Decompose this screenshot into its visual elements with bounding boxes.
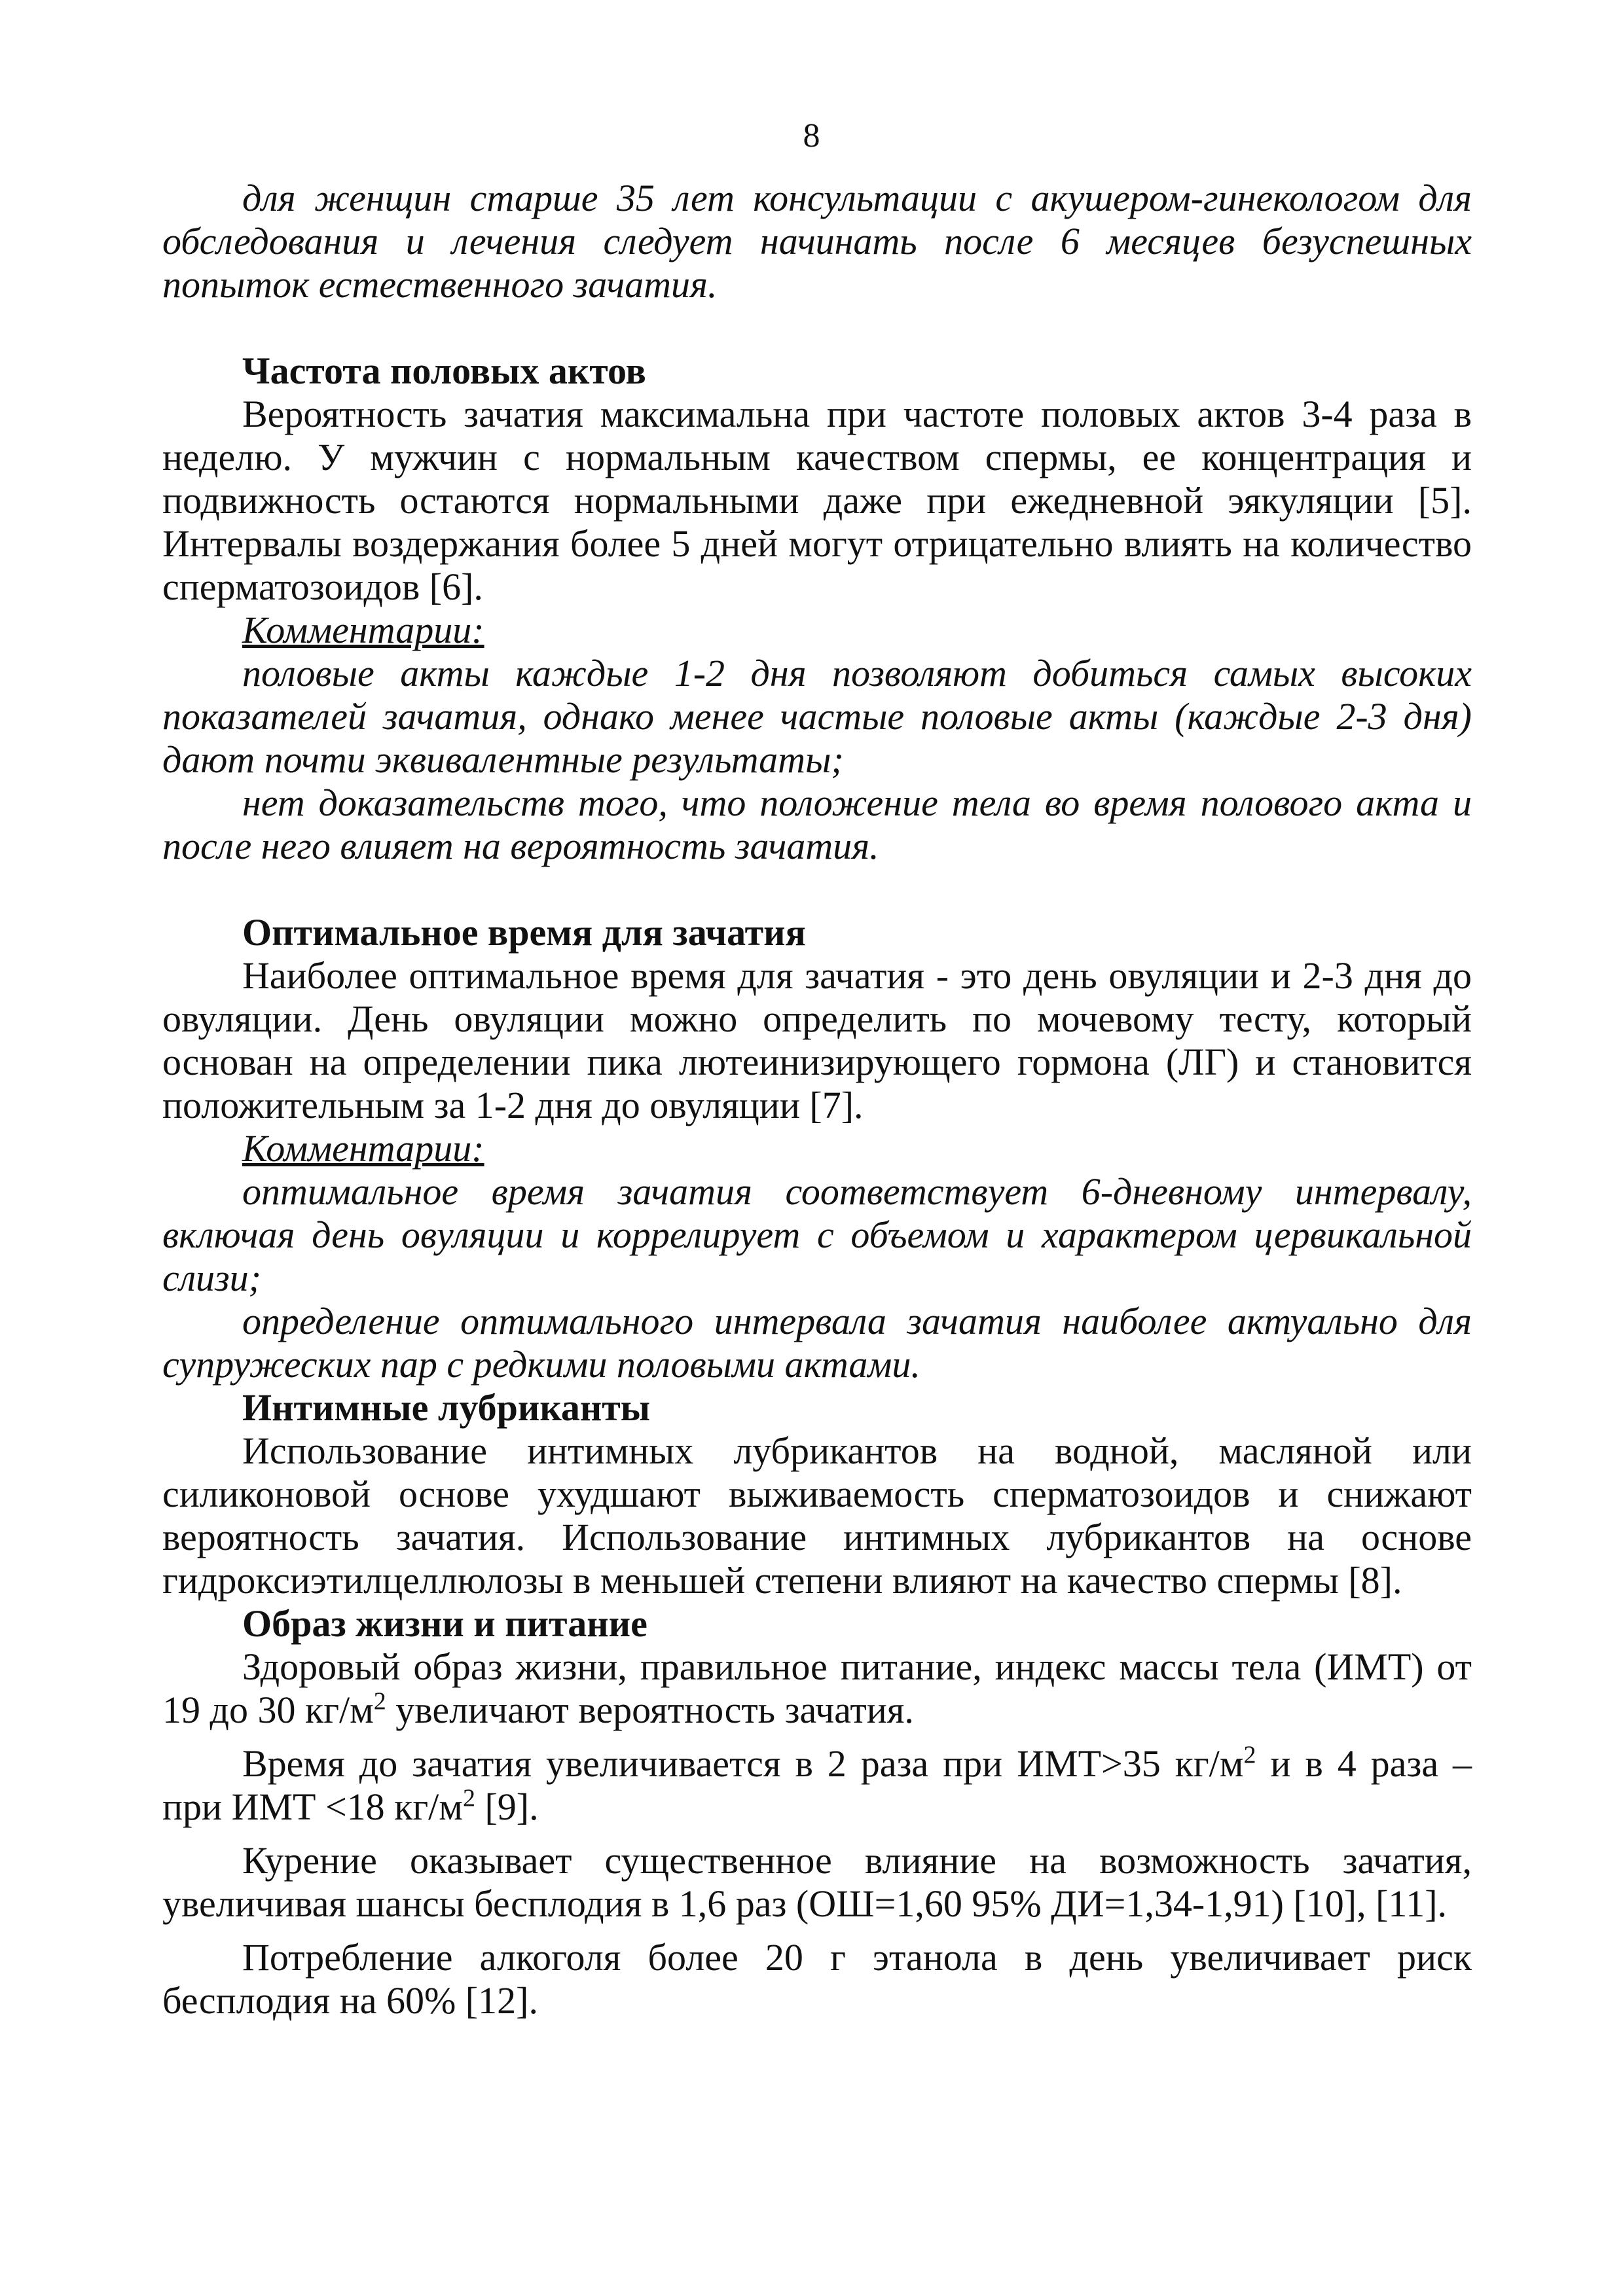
page-number: 8	[803, 117, 820, 154]
section-body: Использование интимных лубрикантов на водной, масляной или силиконовой основе ухудшают выживаемость сперматозоидов и снижают вероятность зачатия. Использование интимных лубрикантов на основе гидроксиэтилцеллюлозы в меньшей степени влияют на качество спермы [8].	[162, 1429, 1472, 1602]
section-lifestyle	[162, 1602, 1472, 2022]
section-body: Вероятность зачатия максимальна при частоте половых актов 3-4 раза в неделю. У мужчин с нормальным качеством спермы, ее концентрация и подвижность остаются нормальными даже при ежедневной эякуляции [5]. Интервалы воздержания более 5 дней могут отрицательно влиять на количество сперматозоидов [6].	[162, 393, 1472, 608]
lifestyle-paragraph-bmi: Здоровый образ жизни, правильное питание, индекс массы тела (ИМТ) от 19 до 30 $кг/м^2$ увеличают вероятность зачатия.	[162, 1645, 1472, 1731]
lifestyle-paragraph-smoking: Курение оказывает существенное влияние на возможность зачатия, увеличивая шансы бесплодия в 1,6 раз (ОШ=1,60 95% ДИ=1,34-1,91) [10], [11].	[162, 1839, 1472, 1925]
lifestyle-paragraph-conception-time: Время до зачатия увеличивается в 2 раза при ИМТ>35 $кг/м^2$ и в 4 раза – при ИМТ <18 $кг/м^2$ [9].	[162, 1741, 1472, 1828]
section-heading: Интимные лубриканты	[242, 1386, 651, 1429]
comments-label: Комментарии:	[242, 1127, 484, 1170]
comment-item: оптимальное время зачатия соответствует 6-дневному интервалу, включая день овуляции и коррелирует с объемом и характером цервикальной слизи;	[162, 1170, 1472, 1299]
comment-item: нет доказательств того, что положение тела во время полового акта и после него влияет на вероятность зачатия.	[162, 781, 1472, 867]
section-optimal-time	[162, 911, 1472, 1386]
section-body: Наиболее оптимальное время для зачатия - это день овуляции и 2-3 дня до овуляции. День овуляции можно определить по мочевому тесту, который основан на определении пика лютеинизирующего гормона (ЛГ) и становится положительным за 1-2 дня до овуляции [7].	[162, 954, 1472, 1126]
lifestyle-paragraph-alcohol: Потребление алкоголя более 20 г этанола в день увеличивает риск бесплодия на 60% [12].	[162, 1936, 1472, 2022]
section-lubricants	[162, 1386, 1472, 1602]
section-heading: Оптимальное время для зачатия	[242, 911, 806, 954]
comments-label: Комментарии:	[242, 609, 484, 651]
comment-item: половые акты каждые 1-2 дня позволяют добиться самых высоких показателей зачатия, однако менее частые половые акты (каждые 2-3 дня) дают почти эквивалентные результаты;	[162, 652, 1472, 781]
section-intercourse-frequency	[162, 350, 1472, 868]
comment-item: определение оптимального интервала зачатия наиболее актуально для супружеских пар с редкими половыми актами.	[162, 1300, 1472, 1386]
section-heading: Частота половых актов	[242, 350, 646, 392]
intro-paragraph: для женщин старше 35 лет консультации с акушером-гинекологом для обследования и лечения следует начинать после 6 месяцев безуспешных попыток естественного зачатия.	[162, 177, 1472, 306]
section-heading: Образ жизни и питание	[242, 1602, 647, 1645]
page-content	[162, 177, 1472, 2022]
